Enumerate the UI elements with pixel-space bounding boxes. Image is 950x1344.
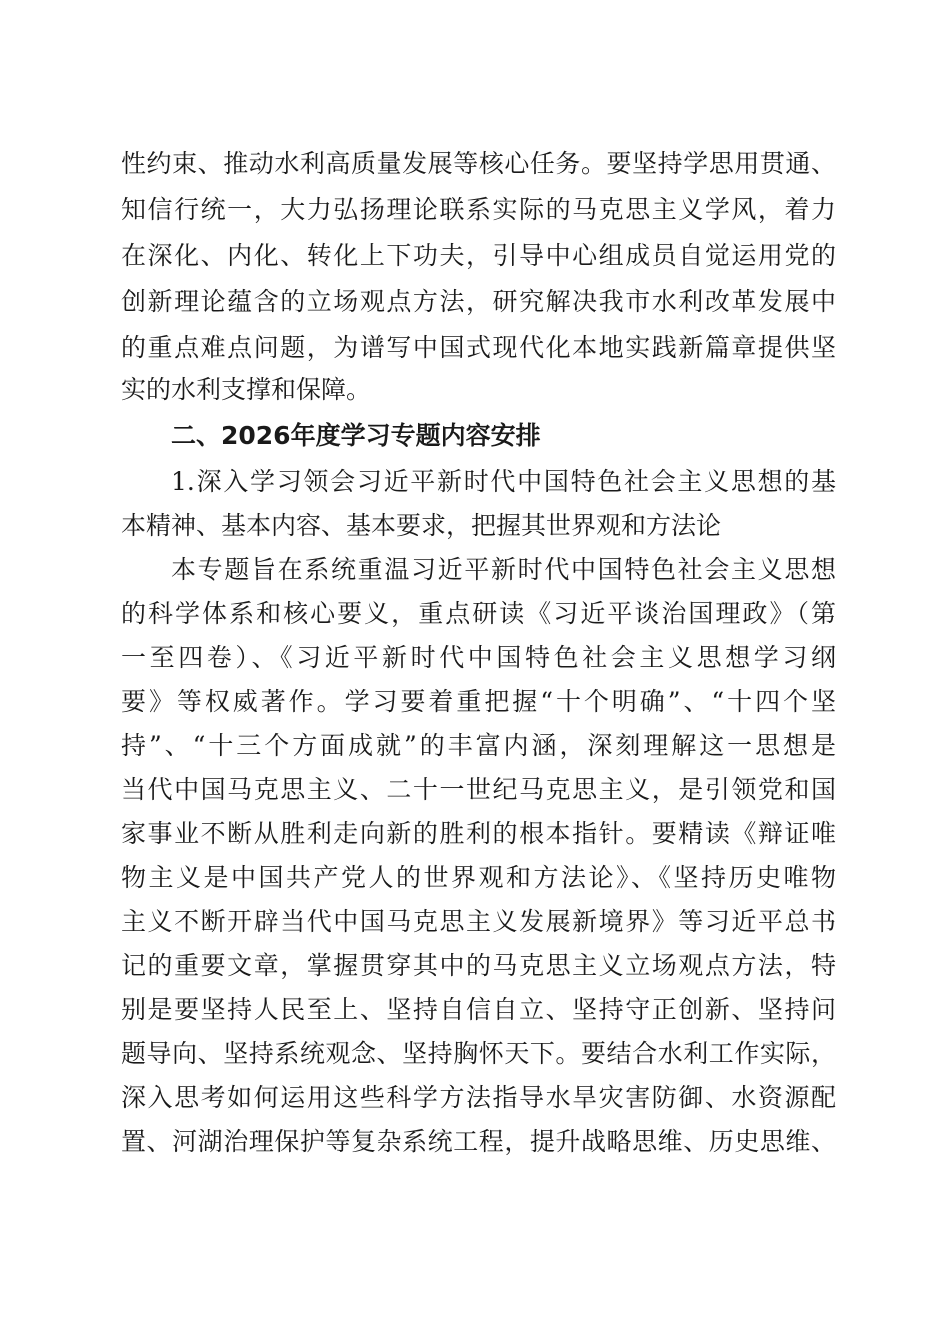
paragraph-line: 本专题旨在系统重温习近平新时代中国特色社会主义思想 xyxy=(171,555,836,584)
paragraph-line: 题导向、坚持系统观念、坚持胸怀天下。要结合水利工作实际， xyxy=(121,1039,836,1068)
topic-title-line: 1.深入学习领会习近平新时代中国特色社会主义思想的基 xyxy=(171,467,836,496)
paragraph-line: 性约束、推动水利高质量发展等核心任务。要坚持学思用贯通、 xyxy=(121,149,836,178)
paragraph-line: 一至四卷）、《习近平新时代中国特色社会主义思想学习纲 xyxy=(121,643,836,672)
paragraph-line: 的科学体系和核心要义，重点研读《习近平谈治国理政》（第 xyxy=(121,599,836,628)
paragraph-line: 别是要坚持人民至上、坚持自信自立、坚持守正创新、坚持问 xyxy=(121,995,836,1024)
paragraph-line: 当代中国马克思主义、二十一世纪马克思主义，是引领党和国 xyxy=(121,775,836,804)
paragraph-line: 深入思考如何运用这些科学方法指导水旱灾害防御、水资源配 xyxy=(121,1083,836,1112)
topic-title-line: 本精神、基本内容、基本要求，把握其世界观和方法论 xyxy=(121,511,722,540)
paragraph-line: 的重点难点问题，为谱写中国式现代化本地实践新篇章提供坚 xyxy=(121,333,836,362)
paragraph-line: 家事业不断从胜利走向新的胜利的根本指针。要精读《辩证唯 xyxy=(121,819,836,848)
paragraph-line: 知信行统一，大力弘扬理论联系实际的马克思主义学风，着力 xyxy=(121,195,836,224)
paragraph-line: 持”、“十三个方面成就”的丰富内涵，深刻理解这一思想是 xyxy=(121,731,836,760)
paragraph-line: 记的重要文章，掌握贯穿其中的马克思主义立场观点方法，特 xyxy=(121,951,836,980)
section-heading: 二、2026年度学习专题内容安排 xyxy=(171,421,541,450)
paragraph-line: 实的水利支撑和保障。 xyxy=(121,375,372,404)
paragraph-line: 创新理论蕴含的立场观点方法，研究解决我市水利改革发展中 xyxy=(121,287,836,316)
paragraph-line: 置、河湖治理保护等复杂系统工程，提升战略思维、历史思维、 xyxy=(121,1127,836,1156)
paragraph-line: 物主义是中国共产党人的世界观和方法论》、《坚持历史唯物 xyxy=(121,863,836,892)
paragraph-line: 在深化、内化、转化上下功夫，引导中心组成员自觉运用党的 xyxy=(121,241,836,270)
paragraph-line: 主义不断开辟当代中国马克思主义发展新境界》等习近平总书 xyxy=(121,907,836,936)
paragraph-line: 要》等权威著作。学习要着重把握“十个明确”、“十四个坚 xyxy=(121,687,836,716)
